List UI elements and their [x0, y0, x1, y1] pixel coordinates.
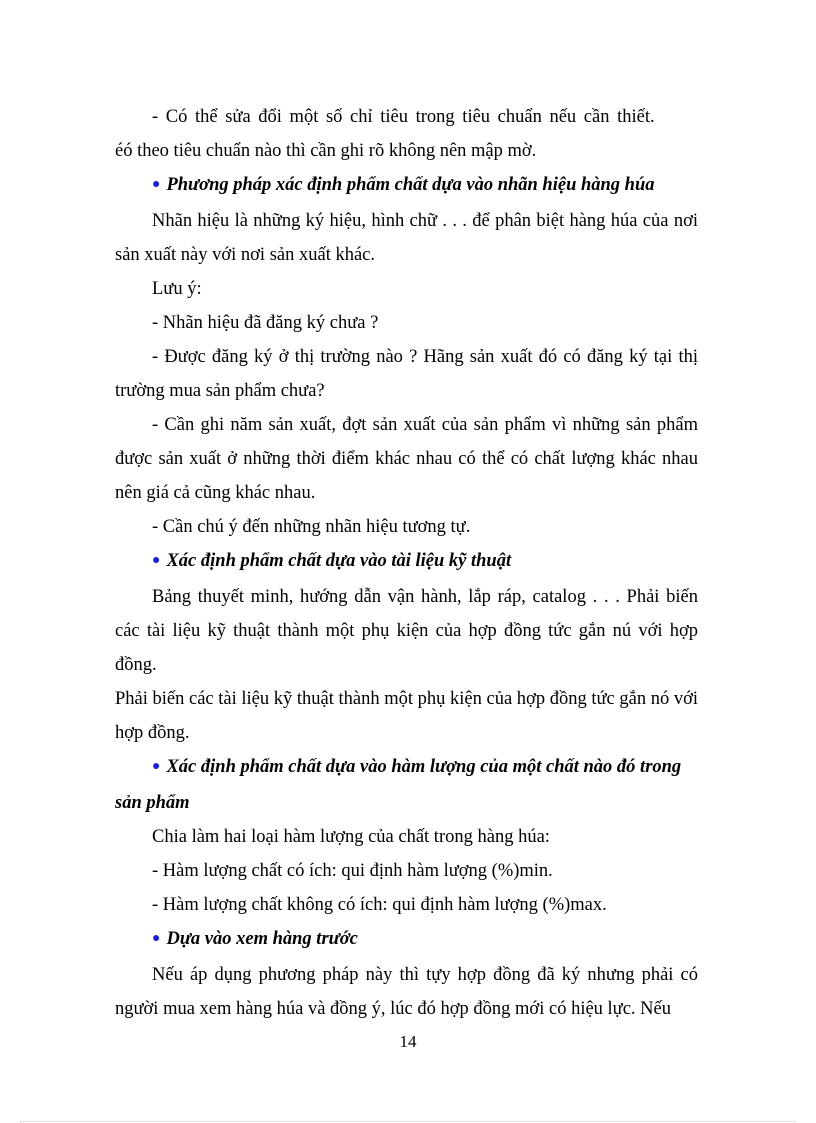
list-item: - Hàm lượng chất không có ích: qui định hàm lượng (%)max.: [152, 895, 607, 915]
heading-text: Xác định phẩm chất dựa vào tài liệu kỹ thuật: [166, 551, 512, 571]
paragraph: Chia làm hai loại hàm lượng của chất trong hàng húa:: [152, 827, 550, 847]
section-heading: [115, 168, 698, 204]
paragraph: Nhãn hiệu là những ký hiệu, hình chữ . . . để phân biệt hàng húa của nơi sản xuất này với nơi sản xuất khác.: [115, 211, 698, 265]
bullet-icon: ●: [152, 931, 161, 946]
bullet-icon: ●: [152, 553, 161, 568]
paragraph-line: éó theo tiêu chuẩn nào thì cần ghi rõ không nên mập mờ.: [115, 141, 537, 161]
page-number: 14: [399, 1032, 417, 1051]
heading-text: Dựa vào xem hàng trước: [166, 929, 358, 949]
section-heading: [115, 750, 698, 820]
list-item: - Cần chú ý đến những nhãn hiệu tương tự.: [152, 517, 471, 537]
list-item: - Nhãn hiệu đã đăng ký chưa ?: [152, 313, 379, 333]
note-label: Lưu ý:: [152, 279, 202, 299]
list-item: - Được đăng ký ở thị trường nào ? Hãng sản xuất đó có đăng ký tại thị trường mua sản phẩm chưa?: [115, 347, 698, 401]
paragraph: Bảng thuyết minh, hướng dẫn vận hành, lắp ráp, catalog . . . Phải biến các tài liệu kỹ thuật thành một phụ kiện của hợp đồng tức gắn nú với hợp đồng.: [115, 587, 698, 675]
paragraph: Phải biến các tài liệu kỹ thuật thành một phụ kiện của hợp đồng tức gắn nó với hợp đồng.: [115, 689, 698, 743]
bullet-icon: ●: [152, 759, 161, 774]
section-heading: [115, 922, 698, 958]
heading-text: Xác định phẩm chất dựa vào hàm lượng của một chất nào đó trong sản phẩm: [115, 757, 682, 813]
footer-divider: [20, 1121, 796, 1122]
page-body: [115, 100, 698, 1026]
paragraph-line: - Có thể sửa đổi một số chỉ tiêu trong tiêu chuẩn nếu cần thiết.: [152, 107, 655, 127]
bullet-icon: ●: [152, 177, 161, 192]
heading-text: Phương pháp xác định phẩm chất dựa vào nhãn hiệu hàng húa: [166, 175, 655, 195]
list-item: - Cần ghi năm sản xuất, đợt sản xuất của sản phẩm vì những sản phẩm được sản xuất ở những thời điểm khác nhau có thể có chất lượng khác nhau nên giá cả cũng khác nhau.: [115, 415, 698, 503]
list-item: - Hàm lượng chất có ích: qui định hàm lượng (%)min.: [152, 861, 553, 881]
paragraph: Nếu áp dụng phương pháp này thì tựy hợp đồng đã ký nhưng phải có người mua xem hàng húa và đồng ý, lúc đó hợp đồng mới có hiệu lực. Nếu: [115, 965, 698, 1019]
section-heading: [115, 544, 698, 580]
